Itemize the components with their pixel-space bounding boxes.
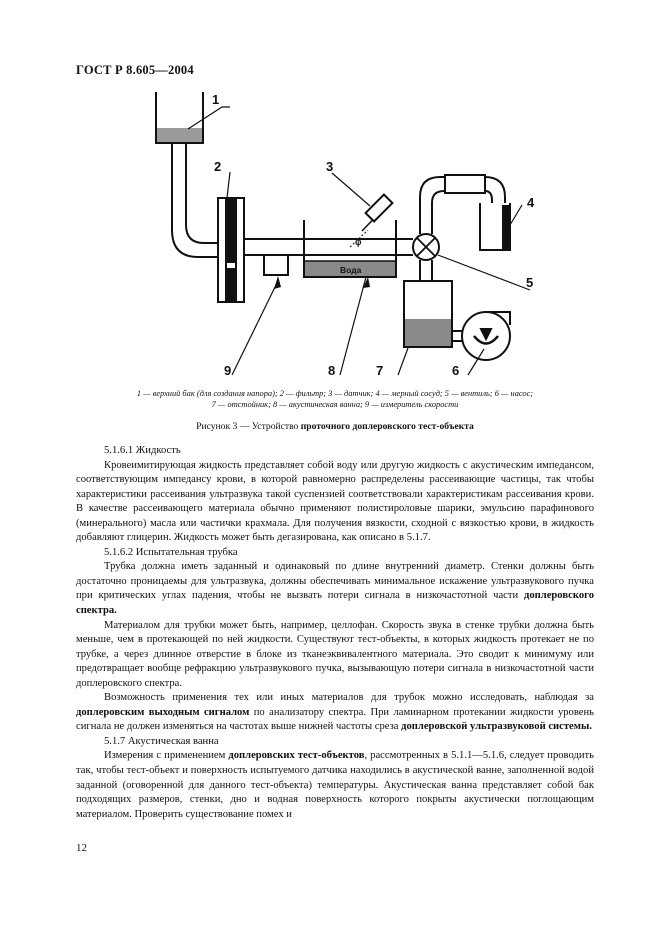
paragraph-tube [76, 560, 594, 618]
measuring-vessel [480, 203, 510, 250]
document-header: ГОСТ Р 8.605—2004 [76, 63, 194, 77]
figure-caption [76, 421, 594, 432]
paragraph-bath-text-b: , рассмотренных в 5.1.1—5.1.6, следует проводить так, чтобы тест-объект и поверхность испытуемого датчика находились в акустической ванне, заполненной водой заданной (оговоренной для данного тест-объекта) температуры. Акустическая ванна представляет собой бак подходящих размеров, стенки, дно и водная поверхность которого покрыты акустически поглощающим материалом. Проверить существование помех и [76, 750, 594, 820]
callout-4: 4 [527, 195, 535, 210]
caption-bold: проточного доплеровского тест-объекта [300, 421, 474, 432]
legend-line-2: 7 — отстойник; 8 — акустическая ванна; 9 — измеритель скорости [211, 400, 459, 409]
figure-legend [90, 388, 580, 410]
filter [218, 198, 244, 302]
callout-1: 1 [212, 92, 220, 107]
paragraph-testing-text-b: по анализатору спектра. При ламинарном протекании жидкости уровень сигнала не должен изменяться на частотах выше нижней частоты среза [76, 706, 594, 733]
pump [462, 312, 510, 360]
settling-tank [404, 260, 452, 347]
valve [413, 234, 439, 260]
callout-6: 6 [452, 363, 460, 378]
callout-3: 3 [326, 159, 334, 174]
paragraph-bath-bold: доплеровских тест-объектов [228, 750, 365, 762]
upper-tank [156, 92, 218, 257]
caption-prefix: Рисунок 3 — Устройство [196, 421, 301, 432]
water-label: Вода [340, 265, 362, 275]
flow-phantom-diagram [100, 85, 570, 385]
angle-label: φ [355, 237, 362, 247]
paragraph-acoustic-bath [76, 749, 594, 822]
page-number: 12 [76, 842, 87, 854]
paragraph-tube-text: Трубка должна иметь заданный и одинаковый по длине внутренний диаметр. Стенки должны быть достаточно проницаемы для ультразвука, должны обеспечивать минимальное искажение ультразвукового пучка при критических углах падения, чтобы не вызвать потери сигнала в низкочастотной части [76, 561, 594, 602]
callout-5: 5 [526, 275, 534, 290]
section-heading-5-1-6-2: 5.1.6.2 Испытательная трубка [104, 546, 238, 558]
paragraph-tube-material: Материалом для трубки может быть, например, целлофан. Скорость звука в стенке трубки должна быть меньше, чем в протекающей по ней жидкости. Существуют тест-объекты, в которых жидкость протекает не по трубке, а через длинное отверстие в блоке из тканеэквивалентного материала. Это сводит к минимуму или предотвращает вообще рефракцию ультразвукового пучка, вызывающую потери сигнала в низкочастотной части доплеровского спектра. [76, 619, 594, 689]
paragraph-liquid: Кровеимитирующая жидкость представляет собой воду или другую жидкость с акустическим импедансом, соответствующим импедансу крови, в которой равномерно распределены рассеивающие частицы, так чтобы характеристики рассеивания ультразвука такой суспензией соответствовали характеристикам рассеивания крови. В качестве рассеивающего материала обычно применяют полистироловые шарики, эмульсию парафинового (минерального) масла или частички крахмала. Для получения вязкости, сходной с вязкостью крови, в жидкость добавляют глицерин. Жидкость может быть дегазирована, как описано в 5.1.7. [76, 459, 594, 544]
callout-9: 9 [224, 363, 232, 378]
paragraph-testing-bold-b: доплеровской ультразвуковой системы. [401, 721, 592, 733]
body-text [76, 444, 594, 822]
paragraph-bath-text-a: Измерения с применением [104, 750, 229, 762]
callout-2: 2 [214, 159, 222, 174]
legend-line-1: 1 — верхний бак (для создания напора); 2 — фильтр; 3 — датчик; 4 — мерный сосуд; 5 — вентиль; 6 — насос; [136, 389, 534, 398]
section-heading-5-1-7: 5.1.7 Акустическая ванна [104, 735, 219, 747]
section-heading-5-1-6-1: 5.1.6.1 Жидкость [104, 445, 181, 456]
paragraph-tube-bold: доплеровского спектра. [76, 590, 594, 617]
paragraph-testing-text-a: Возможность применения тех или иных материалов для трубок можно исследовать, наблюдая за [104, 692, 594, 704]
callout-8: 8 [328, 363, 336, 378]
callout-7: 7 [376, 363, 384, 378]
paragraph-testing-bold-a: доплеровским выходным сигналом [76, 706, 250, 718]
paragraph-tube-testing [76, 691, 594, 735]
